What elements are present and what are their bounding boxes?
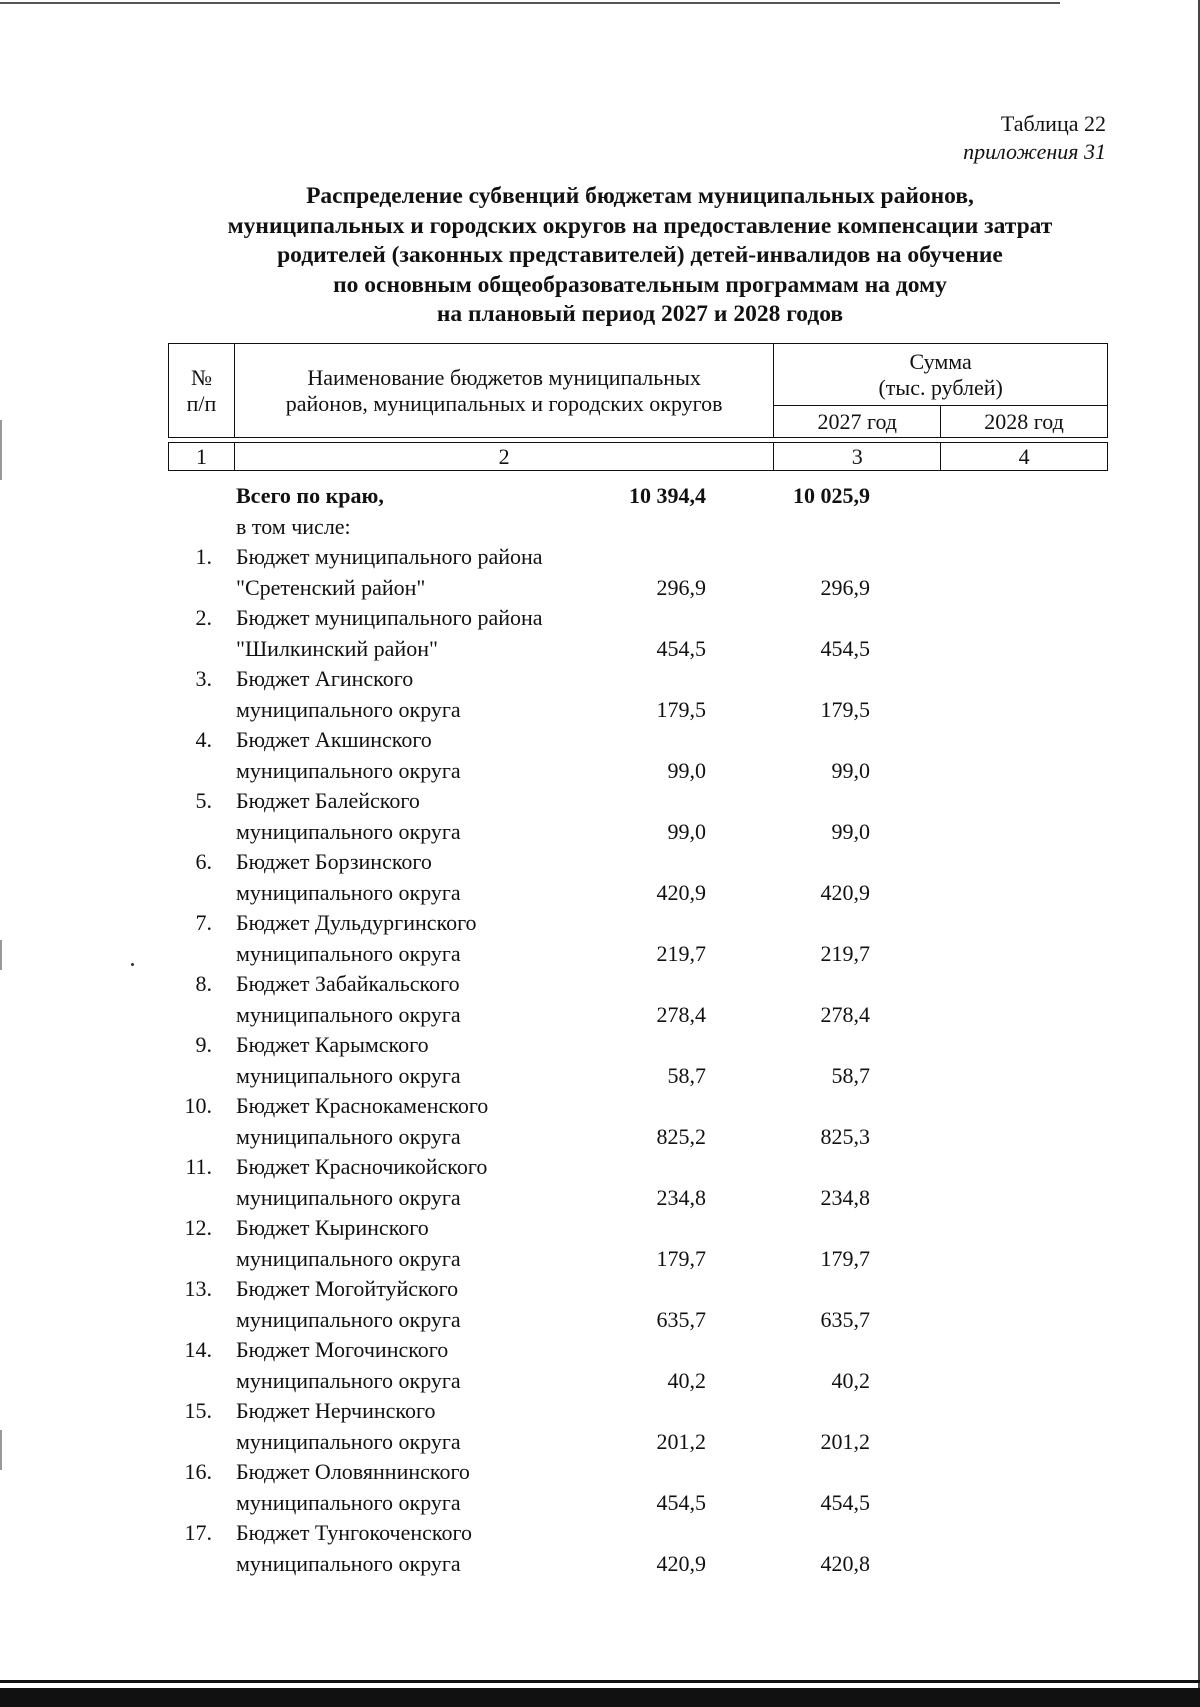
row-name-line: муниципального округа	[236, 879, 461, 905]
title-line: Распределение субвенций бюджетам муниципальных районов,	[306, 183, 974, 209]
row-name	[236, 1274, 461, 1335]
row-name-line: муниципального округа	[236, 940, 461, 966]
row-number: 1.	[195, 544, 212, 569]
header-sum-label: Сумма	[909, 348, 972, 374]
scan-left-mark	[0, 940, 2, 970]
row-2027-value: 201,2	[656, 1428, 706, 1454]
row-name-line: муниципального округа	[236, 1245, 461, 1271]
table-row	[168, 847, 1108, 908]
row-2027-value: 58,7	[667, 1062, 706, 1088]
row-name	[236, 1457, 470, 1518]
row-name-line: Бюджет Акшинского	[236, 727, 432, 752]
row-2027-value: 99,0	[667, 757, 706, 783]
row-2028-value: 234,8	[820, 1184, 870, 1210]
row-2028-value: 201,2	[820, 1428, 870, 1454]
header-year-2027: 2027 год	[774, 406, 941, 438]
table-row	[168, 969, 1108, 1030]
row-2027-value: 234,8	[656, 1184, 706, 1210]
table-row	[168, 1457, 1108, 1518]
row-2028-value: 219,7	[820, 940, 870, 966]
row-number: 14.	[184, 1337, 212, 1362]
row-2028-value: 296,9	[820, 574, 870, 600]
row-2028-value: 179,7	[820, 1245, 870, 1271]
row-2028-value: 454,5	[820, 635, 870, 661]
row-name	[236, 664, 461, 725]
row-name-line: муниципального округа	[236, 1062, 461, 1088]
scan-left-mark	[0, 420, 2, 480]
row-2027-value: 179,5	[656, 696, 706, 722]
row-name	[236, 1396, 461, 1457]
row-name	[236, 1091, 488, 1152]
table-header	[168, 343, 1108, 471]
row-2027-value: 454,5	[656, 635, 706, 661]
table-number: Таблица 22	[1000, 111, 1106, 136]
header-sum-cell	[774, 344, 1108, 406]
row-2028-value: 278,4	[820, 1001, 870, 1027]
row-name-line: муниципального округа	[236, 1001, 461, 1027]
row-name-line: Бюджет муниципального района	[236, 605, 543, 630]
table-row	[168, 908, 1108, 969]
row-name	[236, 969, 461, 1030]
row-number: 10.	[184, 1093, 212, 1118]
row-name-line: Бюджет Красночикойского	[236, 1154, 488, 1179]
header-name-line: Наименование бюджетов муниципальных	[307, 364, 701, 390]
row-name-line: "Сретенский район"	[236, 574, 426, 600]
title-line: на плановый период 2027 и 2028 годов	[436, 301, 844, 327]
header-sum-unit: (тыс. рублей)	[878, 374, 1003, 400]
row-name-line: муниципального округа	[236, 1367, 461, 1393]
table-row	[168, 786, 1108, 847]
row-number: 3.	[195, 666, 212, 691]
row-2027-value: 179,7	[656, 1245, 706, 1271]
row-name-line: Бюджет Карымского	[236, 1032, 429, 1057]
table-row	[168, 1274, 1108, 1335]
row-name	[236, 603, 543, 664]
scan-bottom-edge-thin	[0, 1680, 1200, 1683]
row-2027-value: 825,2	[656, 1123, 706, 1149]
header-number-label: п/п	[186, 390, 217, 416]
row-name	[236, 1030, 461, 1091]
table-row	[168, 603, 1108, 664]
row-name	[236, 725, 461, 786]
row-number: 8.	[195, 971, 212, 996]
row-number: 12.	[184, 1215, 212, 1240]
row-2028-value: 99,0	[831, 757, 870, 783]
row-name	[236, 908, 477, 969]
header-number-cell	[169, 344, 235, 438]
row-name-line: Бюджет Борзинского	[236, 849, 432, 874]
row-name-line: муниципального округа	[236, 757, 461, 783]
row-name-line: муниципального округа	[236, 1428, 461, 1454]
row-name-line: Бюджет Балейского	[236, 788, 420, 813]
row-number: 5.	[195, 788, 212, 813]
column-index-2: 2	[234, 443, 773, 471]
row-name	[236, 1152, 487, 1213]
row-number: 2.	[195, 605, 212, 630]
scan-bottom-edge-bar	[0, 1688, 1200, 1707]
row-2027-value: 99,0	[667, 818, 706, 844]
row-name	[236, 1335, 461, 1396]
row-name-line: Бюджет Агинского	[236, 666, 414, 691]
row-2028-value: 40,2	[831, 1367, 870, 1393]
row-number: 9.	[195, 1032, 212, 1057]
row-2027-value: 40,2	[667, 1367, 706, 1393]
column-index-3: 3	[774, 443, 941, 471]
row-2028-value: 99,0	[831, 818, 870, 844]
table-row	[168, 1030, 1108, 1091]
document-title	[140, 182, 1140, 330]
table-reference	[963, 110, 1106, 166]
row-name	[236, 847, 461, 908]
row-number: 13.	[184, 1276, 212, 1301]
row-number: 16.	[184, 1459, 212, 1484]
scan-speck	[131, 963, 134, 966]
total-label: Всего по краю,	[236, 483, 384, 508]
table-row	[168, 1152, 1108, 1213]
total-row	[168, 481, 1108, 542]
row-name-line: муниципального округа	[236, 696, 461, 722]
row-name-line: Бюджет муниципального района	[236, 544, 543, 569]
row-name-line: Бюджет Дульдургинского	[236, 910, 477, 935]
title-line: родителей (законных представителей) детей-инвалидов на обучение	[277, 242, 1003, 268]
row-number: 6.	[195, 849, 212, 874]
row-2028-value: 420,8	[820, 1550, 870, 1576]
row-2028-value: 58,7	[831, 1062, 870, 1088]
title-line: по основным общеобразовательным программам на дому	[333, 271, 947, 298]
scan-left-mark	[0, 1430, 2, 1470]
row-name	[236, 542, 543, 603]
row-name	[236, 786, 461, 847]
row-2027-value: 278,4	[656, 1001, 706, 1027]
table-row	[168, 1091, 1108, 1152]
row-name-line: Бюджет Оловяннинского	[236, 1459, 470, 1484]
row-number: 17.	[184, 1520, 212, 1545]
table-body	[168, 481, 1108, 1579]
row-2027-value: 635,7	[656, 1306, 706, 1332]
row-name	[236, 1213, 461, 1274]
row-name-line: муниципального округа	[236, 1184, 461, 1210]
column-index-4: 4	[941, 443, 1108, 471]
row-2027-value: 420,9	[656, 879, 706, 905]
row-2027-value: 454,5	[656, 1489, 706, 1515]
row-name-line: Бюджет Кыринского	[236, 1215, 429, 1240]
row-2028-value: 179,5	[820, 696, 870, 722]
table-row	[168, 1518, 1108, 1579]
row-name-line: муниципального округа	[236, 1550, 461, 1576]
row-2027-value: 420,9	[656, 1550, 706, 1576]
total-sublabel: в том числе:	[236, 513, 351, 539]
row-name-line: муниципального округа	[236, 1123, 461, 1149]
row-name-line: муниципального округа	[236, 1489, 461, 1515]
total-2027-value: 10 394,4	[629, 483, 706, 508]
header-year-2028: 2028 год	[941, 406, 1108, 438]
row-2028-value: 454,5	[820, 1489, 870, 1515]
row-number: 15.	[184, 1398, 212, 1423]
table-row	[168, 1396, 1108, 1457]
table-row	[168, 725, 1108, 786]
title-line: муниципальных и городских округов на предоставление компенсации затрат	[227, 212, 1053, 239]
header-name-line: районов, муниципальных и городских округов	[285, 390, 723, 416]
row-name-line: Бюджет Тунгокоченского	[236, 1520, 472, 1545]
row-number: 11.	[185, 1154, 212, 1179]
row-name	[236, 1518, 472, 1579]
row-name-line: Бюджет Забайкальского	[236, 971, 460, 996]
header-number-symbol: №	[190, 364, 212, 390]
row-number: 4.	[195, 727, 212, 752]
row-name-line: Бюджет Краснокаменского	[236, 1093, 489, 1118]
total-2028-value: 10 025,9	[793, 483, 870, 508]
table-row	[168, 664, 1108, 725]
row-2028-value: 420,9	[820, 879, 870, 905]
table-row	[168, 1213, 1108, 1274]
row-name-line: "Шилкинский район"	[236, 635, 438, 661]
row-2027-value: 296,9	[656, 574, 706, 600]
row-number: 7.	[195, 910, 212, 935]
row-2028-value: 825,3	[820, 1123, 870, 1149]
row-name-line: Бюджет Нерчинского	[236, 1398, 436, 1423]
appendix-number: приложения 31	[963, 139, 1106, 164]
header-name-cell	[234, 344, 773, 438]
table-row	[168, 542, 1108, 603]
row-name-line: Бюджет Могочинского	[236, 1337, 449, 1362]
row-name-line: Бюджет Могойтуйского	[236, 1276, 459, 1301]
scan-top-edge-line	[0, 2, 1060, 4]
row-name-line: муниципального округа	[236, 818, 461, 844]
table-row	[168, 1335, 1108, 1396]
row-2027-value: 219,7	[656, 940, 706, 966]
column-index-1: 1	[169, 443, 235, 471]
row-name-line: муниципального округа	[236, 1306, 461, 1332]
row-2028-value: 635,7	[820, 1306, 870, 1332]
